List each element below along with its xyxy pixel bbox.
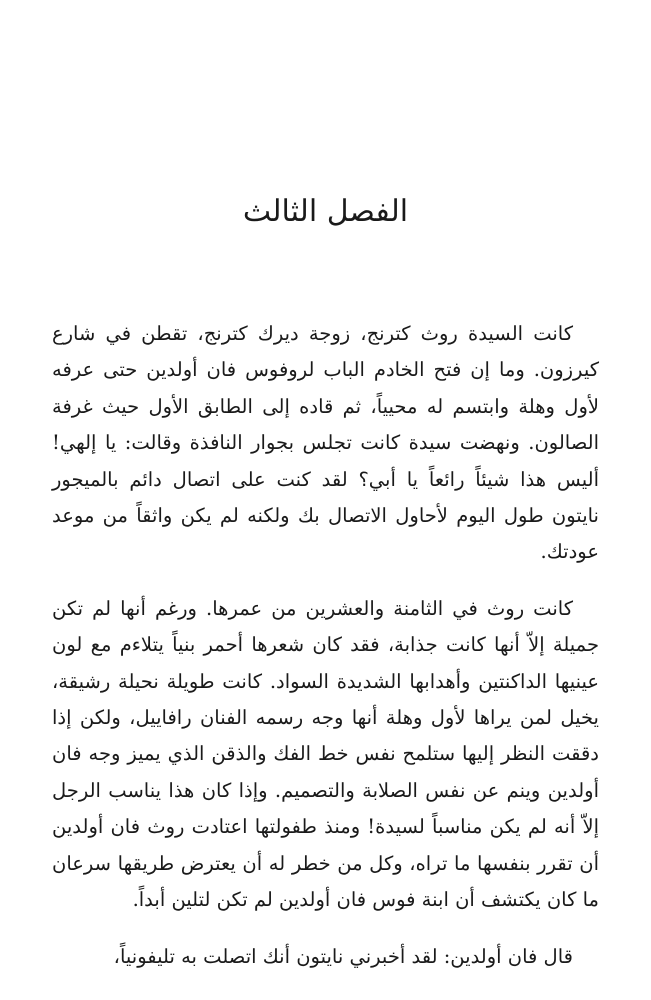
chapter-title: الفصل الثالث — [242, 194, 409, 229]
paragraph-2: كانت روث في الثامنة والعشرين من عمرها. ورغم أنها لم تكن جميلة إلاّ أنها كانت جذابة، فقد كان شعرها أحمر بنياً يتلاءم مع لون عينيها الداكنتين وأهدابها الشديدة السواد. كانت طويلة نحيلة رشيقة، يخيل لمن يراها لأول وهلة أنها وجه رسمه الفنان رافاييل، ولكن إذا دققت النظر إليها ستلمح نفس خط الفك والذقن الذي يميز وجه فان أولدين وينم عن نفس الصلابة والتصميم. وإذا كان هذا يناسب الرجل إلاّ أنه لم يكن مناسباً لسيدة! ومنذ طفولتها اعتادت روث فان أولدين أن تقرر بنفسها ما تراه، وكل من خطر له أن يعترض طريقها سرعان ما كان يكتشف أن ابنة فوس فان أولدين لم تكن لتلين أبداً. — [52, 596, 599, 912]
chapter-body — [52, 316, 599, 995]
paragraph-1: كانت السيدة روث كترنج، زوجة ديرك كترنج، تقطن في شارع كيرزون. وما إن فتح الخادم الباب لروفوس فان أولدين حتى عرفه لأول وهلة وابتسم له محيياً، ثم قاده إلى الطابق الأول حيث غرفة الصالون. ونهضت سيدة كانت تجلس بجوار النافذة وقالت: يا إلهي! أليس هذا شيئاً رائعاً يا أبي؟ لقد كنت على اتصال دائم بالميجور نايتون طول اليوم لأحاول الاتصال بك ولكنه لم يكن واثقاً من موعد عودتك. — [52, 322, 599, 564]
paragraph-3: قال فان أولدين: لقد أخبرني نايتون أنك اتصلت به تليفونياً، — [113, 944, 573, 968]
